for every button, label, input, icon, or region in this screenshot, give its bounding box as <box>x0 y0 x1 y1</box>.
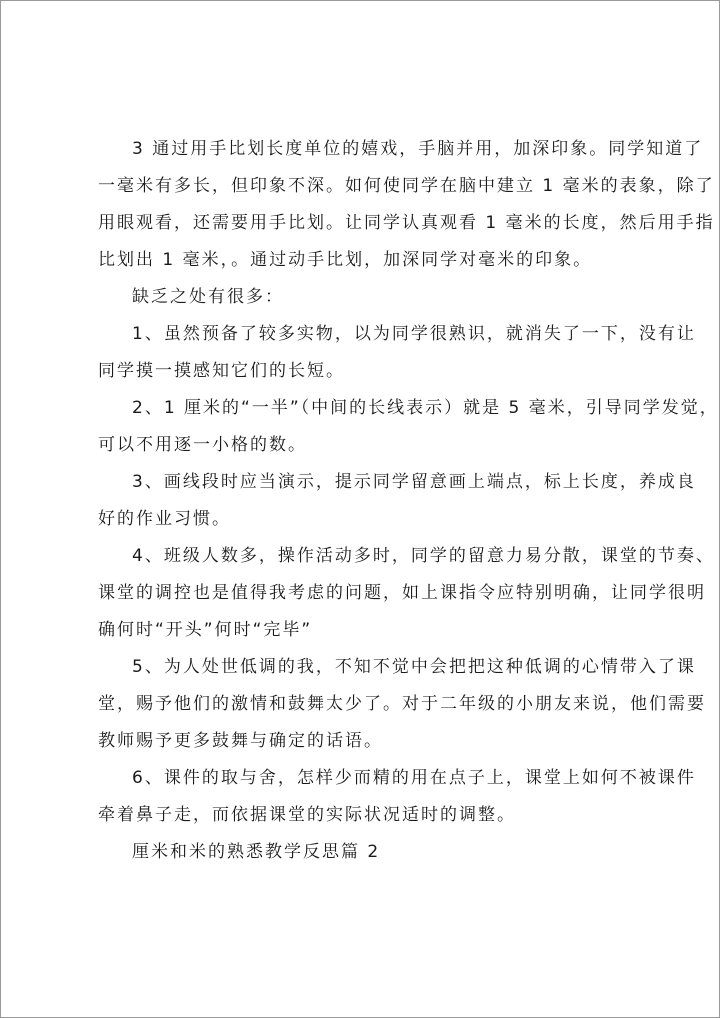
paragraph-2 <box>1 279 720 316</box>
paragraph-line: 堂，赐予他们的激情和鼓舞太少了。对于二年级的小朋友来说，他们需要 <box>98 694 706 714</box>
paragraph-line: 4、班级人数多，操作活动多时，同学的留意力易分散，课堂的节奏、 <box>132 546 715 566</box>
paragraph-7 <box>1 649 720 760</box>
section-heading <box>1 834 720 871</box>
paragraph-line: 3、画线段时应当演示，提示同学留意画上端点，标上长度，养成良 <box>132 472 696 492</box>
paragraph-line: 缺乏之处有很多： <box>132 287 284 307</box>
heading-line: 厘米和米的熟悉教学反思篇 2 <box>132 842 381 862</box>
paragraph-line: 牵着鼻子走，而依据课堂的实际状况适时的调整。 <box>98 805 516 825</box>
paragraph-line: 比划出 1 毫米，。通过动手比划，加深同学对毫米的印象。 <box>98 250 593 270</box>
paragraph-6 <box>1 538 720 649</box>
paragraph-line: 教师赐予更多鼓舞与确定的话语。 <box>98 731 383 751</box>
paragraph-line: 同学摸一摸感知它们的长短。 <box>98 361 345 381</box>
paragraph-line: 6、课件的取与舍，怎样少而精的用在点子上，课堂上如何不被课件 <box>132 768 696 788</box>
paragraph-8 <box>1 760 720 834</box>
paragraph-line: 2、1 厘米的“一半”（中间的长线表示）就是 5 毫米，引导同学发觉， <box>132 398 719 418</box>
paragraph-line: 确何时“开头”何时“完毕” <box>98 620 313 640</box>
paragraph-line: 3 通过用手比划长度单位的嬉戏，手脑并用，加深印象。同学知道了 <box>132 139 704 159</box>
paragraph-line: 用眼观看，还需要用手比划。让同学认真观看 1 毫米的长度，然后用手指 <box>98 213 715 233</box>
paragraph-line: 课堂的调控也是值得我考虑的问题，如上课指令应特别明确，让同学很明 <box>98 583 706 603</box>
paragraph-line: 好的作业习惯。 <box>98 509 231 529</box>
paragraph-line: 一毫米有多长，但印象不深。如何使同学在脑中建立 1 毫米的表象，除了 <box>98 176 715 196</box>
paragraph-4 <box>1 390 720 464</box>
document-body <box>1 131 720 871</box>
paragraph-line: 5、为人处世低调的我，不知不觉中会把把这种低调的心情带入了课 <box>132 657 696 677</box>
paragraph-line: 1、虽然预备了较多实物，以为同学很熟识，就消失了一下，没有让 <box>132 324 696 344</box>
paragraph-1 <box>1 131 720 279</box>
paragraph-line: 可以不用逐一小格的数。 <box>98 435 307 455</box>
paragraph-3 <box>1 316 720 390</box>
paragraph-5 <box>1 464 720 538</box>
